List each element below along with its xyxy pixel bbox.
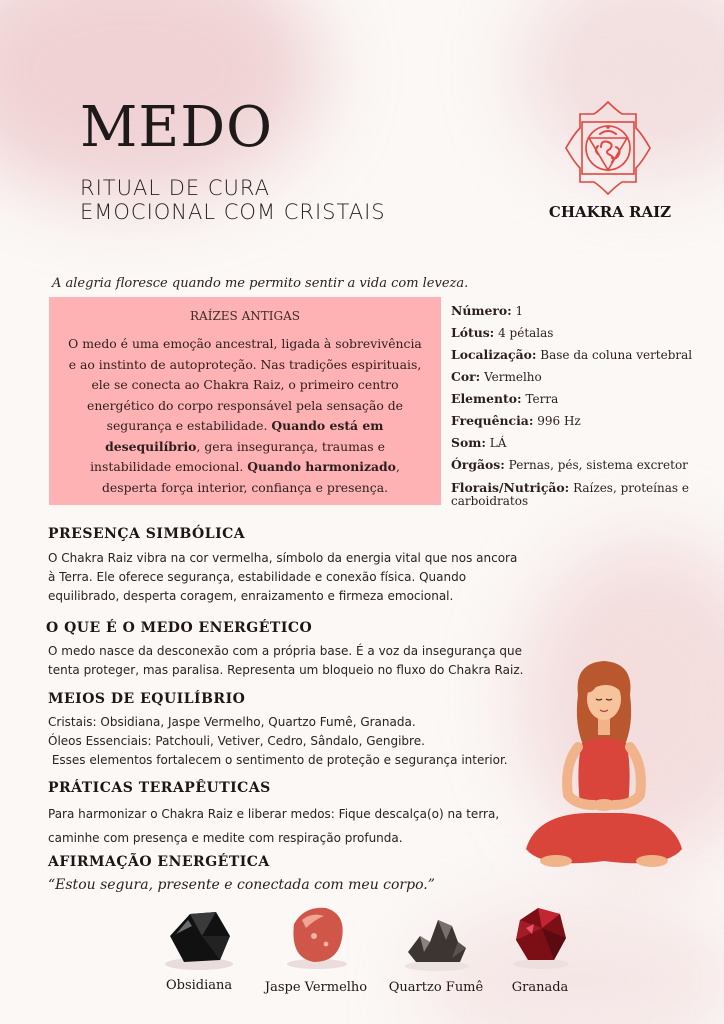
subtitle-line-1: RITUAL DE CURA [80,176,270,200]
roots-box [49,297,441,505]
heading-afirmacao: AFIRMAÇÃO ENERGÉTICA [48,854,270,870]
crystal-label-obsidiana: Obsidiana [166,978,233,993]
paragraph-line: caminhe com presença e medite com respiração profunda. [48,831,403,845]
paragraph-praticas [48,802,499,850]
fact-label: Cor: [451,369,481,384]
paragraph-line: Para harmonizar o Chakra Raiz e liberar medos: Fique descalça(o) na terra, [48,807,500,821]
roots-text-part: O medo é uma emoção ancestral, ligada à sobrevivência e ao instinto de autoproteção. Nas tradições espirituais, ele se conecta ao Chakra Raiz, o primeiro centro energético do corpo responsável pela sensação de segurança e estabilidade. [68,336,422,433]
fact-location [451,344,711,366]
roots-bold-harmony: Quando harmonizado [247,459,396,474]
roots-text-part: , gera insegurança, traumas e instabilidade emocional. [90,438,385,474]
roots-text-part: , desperta força interior, confiança e presença. [101,459,400,495]
roots-box-title: RAÍZES ANTIGAS [190,309,300,323]
fact-value: Terra [525,392,559,406]
smoky-quartz-crystal-icon [402,912,472,972]
fact-value: LÁ [489,436,507,450]
crystal-label-granada: Granada [511,980,569,995]
obsidian-crystal-icon [162,906,236,972]
paragraph-line: O Chakra Raiz vibra na cor vermelha, símbolo da energia vital que nos ancora [48,551,518,565]
subtitle-line-2: EMOCIONAL COM CRISTAIS [80,200,386,224]
fact-label: Órgãos: [451,457,505,472]
fact-label: Elemento: [451,391,522,406]
fact-color [451,366,711,388]
tagline: A alegria floresce quando me permito sentir a vida com leveza. [52,276,469,291]
fact-number [451,300,711,322]
roots-bold-imbalance: Quando está em desequilíbrio [105,418,384,454]
fact-value: Raízes, proteínas e carboidratos [451,481,689,508]
fact-value: 4 pétalas [498,326,554,340]
fact-label: Número: [451,303,512,318]
fact-label: Florais/Nutrição: [451,480,570,495]
fact-label: Localização: [451,347,537,362]
root-chakra-symbol-icon [560,100,656,196]
paragraph-line: equilibrado, desperta coragem, enraizamento e firmeza emocional. [48,589,454,603]
heading-meios: MEIOS DE EQUILÍBRIO [48,691,246,707]
paragraph-line: tenta proteger, mas paralisa. Representa um bloqueio no fluxo do Chakra Raiz. [48,663,524,677]
paragraph-meios [48,713,508,770]
affirmation-text: “Estou segura, presente e conectada com meu corpo.” [48,877,435,893]
crystal-label-jaspe-vermelho: Jaspe Vermelho [264,980,368,995]
chakra-label: CHAKRA RAIZ [548,203,672,221]
fact-element [451,388,711,410]
fact-label: Som: [451,435,486,450]
page-subtitle [80,176,386,224]
fact-value: Pernas, pés, sistema excretor [508,458,688,472]
heading-presenca: PRESENÇA SIMBÓLICA [48,526,246,542]
paragraph-line: Esses elementos fortalecem o sentimento de proteção e segurança interior. [48,753,508,767]
fact-label: Frequência: [451,413,534,428]
garnet-crystal-icon [510,904,572,970]
fact-value: Vermelho [484,370,542,384]
fact-organs [451,454,711,476]
fact-florals [451,481,711,508]
crystal-label-quartzo-fume: Quartzo Fumê [388,980,484,995]
paragraph-line: O medo nasce da desconexão com a própria base. É a voz da insegurança que [48,644,522,658]
paragraph-line: Óleos Essenciais: Patchouli, Vetiver, Cedro, Sândalo, Gengibre. [48,734,425,748]
fact-value: 1 [515,304,524,318]
fact-frequency [451,410,711,432]
fact-lotus [451,322,711,344]
page-title: MEDO [80,95,274,160]
paragraph-medo-energetico [48,642,523,680]
heading-praticas: PRÁTICAS TERAPÊUTICAS [48,780,271,796]
fact-label: Lótus: [451,325,495,340]
meditating-woman-illustration [516,655,692,881]
red-jasper-crystal-icon [284,904,350,970]
fact-value: Base da coluna vertebral [540,348,693,362]
heading-medo-energetico: O QUE É O MEDO ENERGÉTICO [46,620,313,636]
fact-sound [451,432,711,454]
paragraph-line: Cristais: Obsidiana, Jaspe Vermelho, Quartzo Fumê, Granada. [48,715,416,729]
paragraph-presenca [48,549,517,606]
paragraph-line: à Terra. Ele oferece segurança, estabilidade e conexão física. Quando [48,570,467,584]
fact-value: 996 Hz [537,414,581,428]
chakra-facts [451,300,711,508]
roots-box-text [63,334,427,498]
